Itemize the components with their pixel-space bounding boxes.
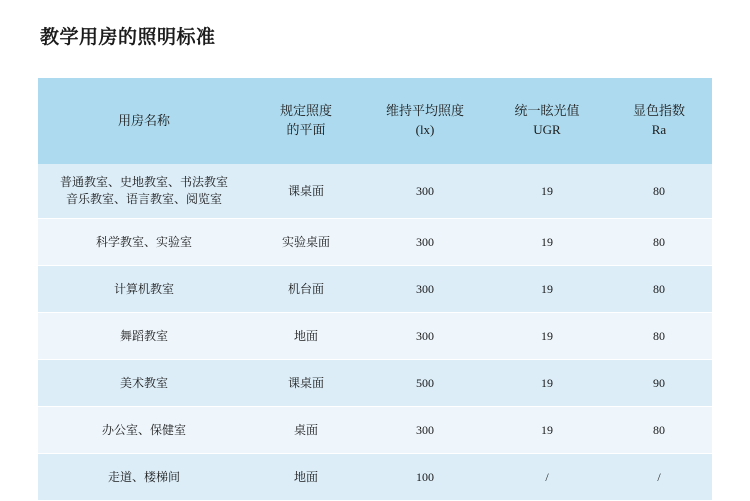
cell-maintained-illuminance: 300 <box>362 164 488 219</box>
table-row <box>38 454 712 501</box>
cell-reference-plane: 课桌面 <box>250 360 362 407</box>
cell-reference-plane: 地面 <box>250 454 362 501</box>
cell-ra: 90 <box>606 360 712 407</box>
cell-ra: 80 <box>606 266 712 313</box>
column-header-room-name-line-1: 用房名称 <box>117 112 170 128</box>
cell-reference-plane: 实验桌面 <box>250 219 362 266</box>
cell-room-name-line-2: 音乐教室、语言教室、阅览室 <box>65 192 222 206</box>
cell-ra: 80 <box>606 407 712 454</box>
cell-maintained-illuminance: 100 <box>362 454 488 501</box>
column-header-ugr-line-2: UGR <box>533 122 561 137</box>
cell-room-name: 科学教室、实验室 <box>38 219 250 266</box>
column-header-ugr-line-1: 统一眩光值 <box>514 103 580 119</box>
cell-maintained-illuminance: 500 <box>362 360 488 407</box>
cell-reference-plane: 桌面 <box>250 407 362 454</box>
table-row <box>38 219 712 266</box>
cell-room-name-line-1: 普通教室、史地教室、书法教室 <box>59 174 228 189</box>
cell-reference-plane: 机台面 <box>250 266 362 313</box>
cell-ugr: / <box>488 454 606 501</box>
cell-reference-plane: 地面 <box>250 313 362 360</box>
cell-ugr: 19 <box>488 407 606 454</box>
column-header-reference-plane-line-2: 的平面 <box>286 122 326 137</box>
table-row <box>38 407 712 454</box>
table-header-row <box>38 78 712 164</box>
column-header-room-name <box>38 78 250 164</box>
cell-ra: / <box>606 454 712 501</box>
lighting-standards-table <box>38 78 712 501</box>
cell-maintained-illuminance: 300 <box>362 313 488 360</box>
cell-room-name: 计算机教室 <box>38 266 250 313</box>
cell-room-name: 走道、楼梯间 <box>38 454 250 501</box>
cell-room-name: 办公室、保健室 <box>38 407 250 454</box>
cell-room-name: 美术教室 <box>38 360 250 407</box>
table-header <box>38 78 712 164</box>
column-header-ra <box>606 78 712 164</box>
cell-ugr: 19 <box>488 219 606 266</box>
column-header-maintained-illuminance <box>362 78 488 164</box>
cell-ugr: 19 <box>488 313 606 360</box>
table-body <box>38 164 712 501</box>
cell-maintained-illuminance: 300 <box>362 266 488 313</box>
column-header-reference-plane-line-1: 规定照度 <box>279 103 332 119</box>
lighting-standards-table-container <box>38 78 712 501</box>
column-header-ra-line-2: Ra <box>651 122 667 137</box>
cell-room-name: 舞蹈教室 <box>38 313 250 360</box>
table-row <box>38 360 712 407</box>
cell-ugr: 19 <box>488 360 606 407</box>
cell-ugr: 19 <box>488 164 606 219</box>
cell-room-name <box>38 164 250 219</box>
table-row <box>38 164 712 219</box>
table-row <box>38 266 712 313</box>
column-header-ugr <box>488 78 606 164</box>
column-header-maintained-illuminance-line-1: 维持平均照度 <box>385 103 464 119</box>
cell-ra: 80 <box>606 164 712 219</box>
cell-reference-plane: 课桌面 <box>250 164 362 219</box>
column-header-maintained-illuminance-line-2: (lx) <box>415 122 435 137</box>
column-header-reference-plane <box>250 78 362 164</box>
cell-maintained-illuminance: 300 <box>362 219 488 266</box>
column-header-ra-line-1: 显色指数 <box>632 103 685 119</box>
page-title: 教学用房的照明标准 <box>40 27 216 48</box>
cell-ra: 80 <box>606 219 712 266</box>
cell-maintained-illuminance: 300 <box>362 407 488 454</box>
cell-ugr: 19 <box>488 266 606 313</box>
cell-ra: 80 <box>606 313 712 360</box>
table-row <box>38 313 712 360</box>
